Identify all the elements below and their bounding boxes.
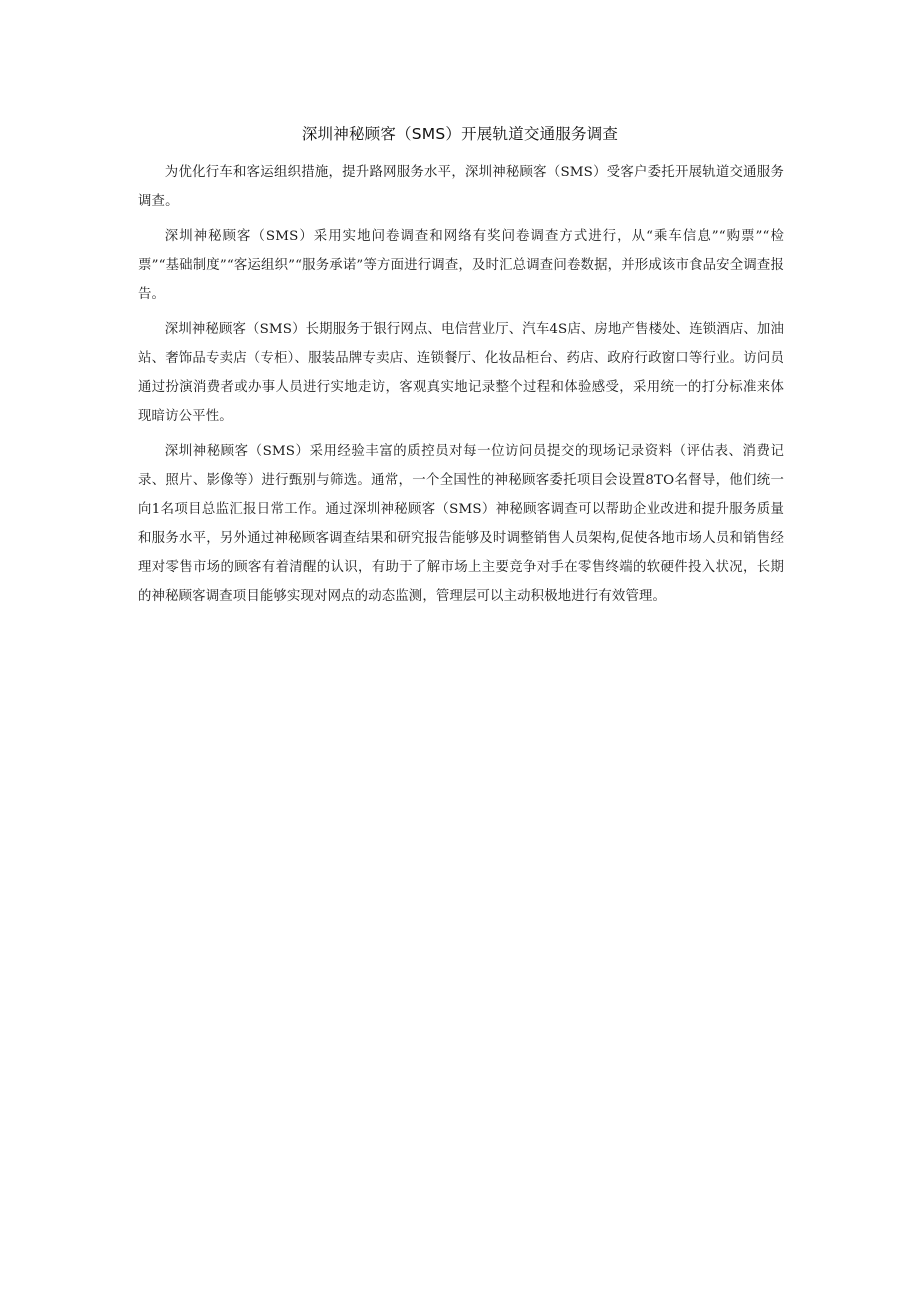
document-title: 深圳神秘顾客（SMS）开展轨道交通服务调查 (301, 125, 619, 143)
paragraph-service-industries: 深圳神秘顾客（SMS）长期服务于银行网点、电信营业厅、汽车4S店、房地产售楼处、连锁酒店、加油站、奢饰品专卖店（专柜）、服装品牌专卖店、连锁餐厅、化妆品柜台、药店、政府行政窗口等行业。访问员通过扮演消费者或办事人员进行实地走访，客观真实地记录整个过程和体验感受，采用统一的打分标准来体现暗访公平性。 (138, 322, 785, 424)
document-body (138, 158, 784, 617)
paragraph-quality-control: 深圳神秘顾客（SMS）采用经验丰富的质控员对每一位访问员提交的现场记录资料（评估表、消费记录、照片、影像等）进行甄别与筛选。通常，一个全国性的神秘顾客委托项目会设置8TO名督导，他们统一向1名项目总监汇报日常工作。通过深圳神秘顾客（SMS）神秘顾客调查可以帮助企业改进和提升服务质量和服务水平，另外通过神秘顾客调查结果和研究报告能够及时调整销售人员架构,促使各地市场人员和销售经理对零售市场的顾客有着清醒的认识，有助于了解市场上主要竞争对手在零售终端的软硬件投入状况，长期的神秘顾客调查项目能够实现对网点的动态监测，管理层可以主动积极地进行有效管理。 (138, 444, 784, 604)
paragraph-survey-method: 深圳神秘顾客（SMS）采用实地问卷调查和网络有奖问卷调查方式进行，从“乘车信息”“购票”“检票”“基础制度”“客运组织”“服务承诺”等方面进行调查，及时汇总调查问卷数据，并形成该市食品安全调查报告。 (138, 229, 784, 302)
paragraph-intro: 为优化行车和客运组织措施，提升路网服务水平，深圳神秘顾客（SMS）受客户委托开展轨道交通服务调查。 (138, 165, 784, 209)
